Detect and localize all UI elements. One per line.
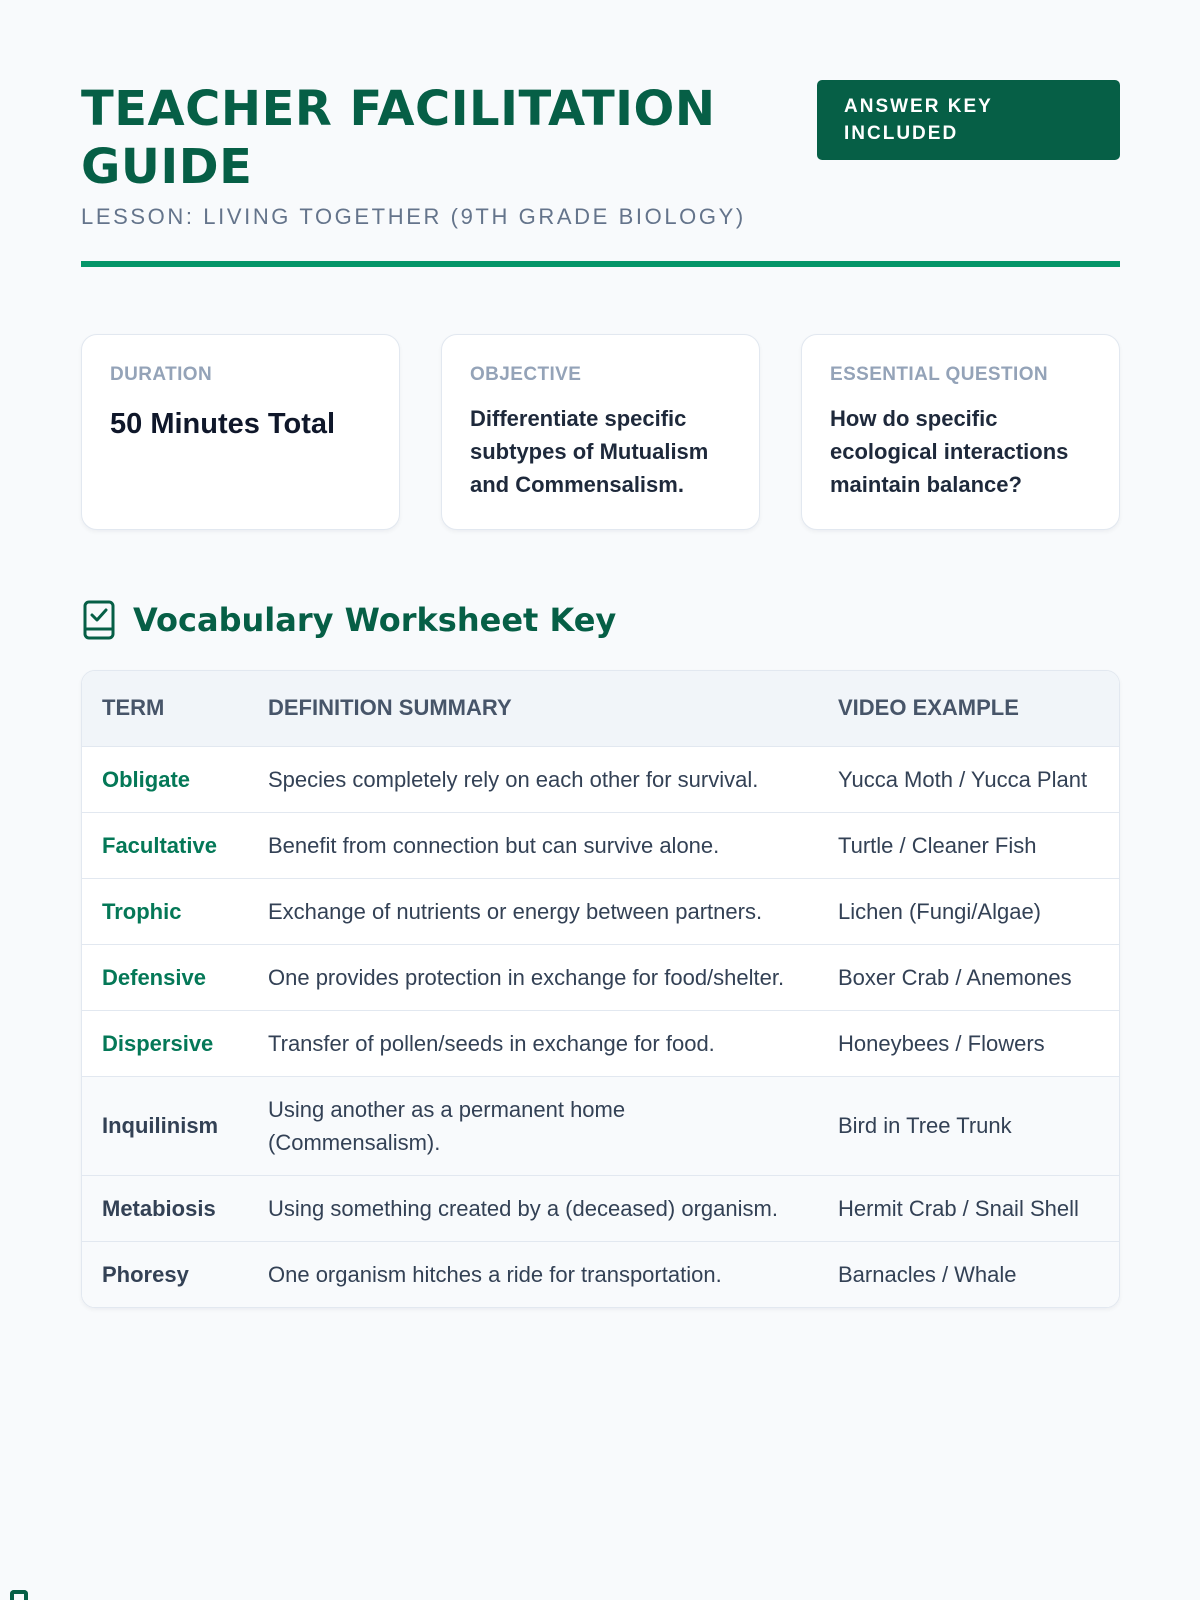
header-divider	[81, 261, 1120, 267]
checklist-book-icon	[83, 600, 117, 640]
vocabulary-table	[81, 670, 1120, 1308]
definition-cell: Using another as a permanent home (Commensalism).	[248, 1076, 818, 1175]
card-label: OBJECTIVE	[470, 364, 582, 385]
duration-value: 50 Minutes Total	[110, 408, 336, 440]
term-cell: Defensive	[82, 944, 248, 1010]
column-header-definition: DEFINITION SUMMARY	[268, 695, 512, 721]
definition-cell: Exchange of nutrients or energy between partners.	[248, 878, 818, 944]
example-cell: Barnacles / Whale	[818, 1241, 1120, 1307]
term-cell: Metabiosis	[82, 1175, 248, 1241]
definition-cell: Species completely rely on each other for survival.	[248, 746, 818, 812]
essential-question-text: How do specific ecological interactions maintain balance?	[830, 406, 1069, 497]
definition-cell: Using something created by a (deceased) organism.	[248, 1175, 818, 1241]
table-row	[82, 1076, 1120, 1175]
section-title: Vocabulary Worksheet Key	[133, 601, 617, 639]
table-row	[82, 812, 1120, 878]
definition-cell: One organism hitches a ride for transportation.	[248, 1241, 818, 1307]
example-cell: Boxer Crab / Anemones	[818, 944, 1120, 1010]
lesson-subtitle: LESSON: LIVING TOGETHER (9TH GRADE BIOLOGY)	[81, 204, 746, 229]
example-cell: Yucca Moth / Yucca Plant	[818, 746, 1120, 812]
duration-card	[81, 334, 400, 530]
definition-cell: Benefit from connection but can survive alone.	[248, 812, 818, 878]
guide-page	[81, 0, 1120, 1287]
next-section-icon	[10, 1590, 28, 1600]
term-cell: Inquilinism	[82, 1076, 248, 1175]
term-cell: Phoresy	[82, 1241, 248, 1307]
objective-text: Differentiate specific subtypes of Mutualism and Commensalism.	[470, 406, 709, 497]
answer-key-badge: ANSWER KEY INCLUDED	[817, 80, 1120, 160]
card-label: ESSENTIAL QUESTION	[830, 364, 1048, 385]
page-title: TEACHER FACILITATION GUIDE	[81, 81, 716, 195]
term-cell: Obligate	[82, 746, 248, 812]
card-label: DURATION	[110, 364, 213, 385]
table-row	[82, 1010, 1120, 1076]
table-row	[82, 944, 1120, 1010]
table-row	[82, 1175, 1120, 1241]
page-header	[81, 0, 1120, 268]
example-cell: Turtle / Cleaner Fish	[818, 812, 1120, 878]
objective-card	[441, 334, 760, 530]
info-cards	[81, 334, 1120, 530]
column-header-term: TERM	[102, 695, 165, 721]
example-cell: Bird in Tree Trunk	[818, 1076, 1120, 1175]
term-cell: Facultative	[82, 812, 248, 878]
table-row	[82, 1241, 1120, 1307]
definition-cell: Transfer of pollen/seeds in exchange for food.	[248, 1010, 818, 1076]
example-cell: Lichen (Fungi/Algae)	[818, 878, 1120, 944]
example-cell: Hermit Crab / Snail Shell	[818, 1175, 1120, 1241]
definition-cell: One provides protection in exchange for food/shelter.	[248, 944, 818, 1010]
example-cell: Honeybees / Flowers	[818, 1010, 1120, 1076]
term-cell: Trophic	[82, 878, 248, 944]
table-row	[82, 878, 1120, 944]
essential-question-card	[801, 334, 1120, 530]
table-row	[82, 746, 1120, 812]
table-header-row	[82, 671, 1120, 746]
column-header-example: VIDEO EXAMPLE	[838, 695, 1019, 721]
term-cell: Dispersive	[82, 1010, 248, 1076]
